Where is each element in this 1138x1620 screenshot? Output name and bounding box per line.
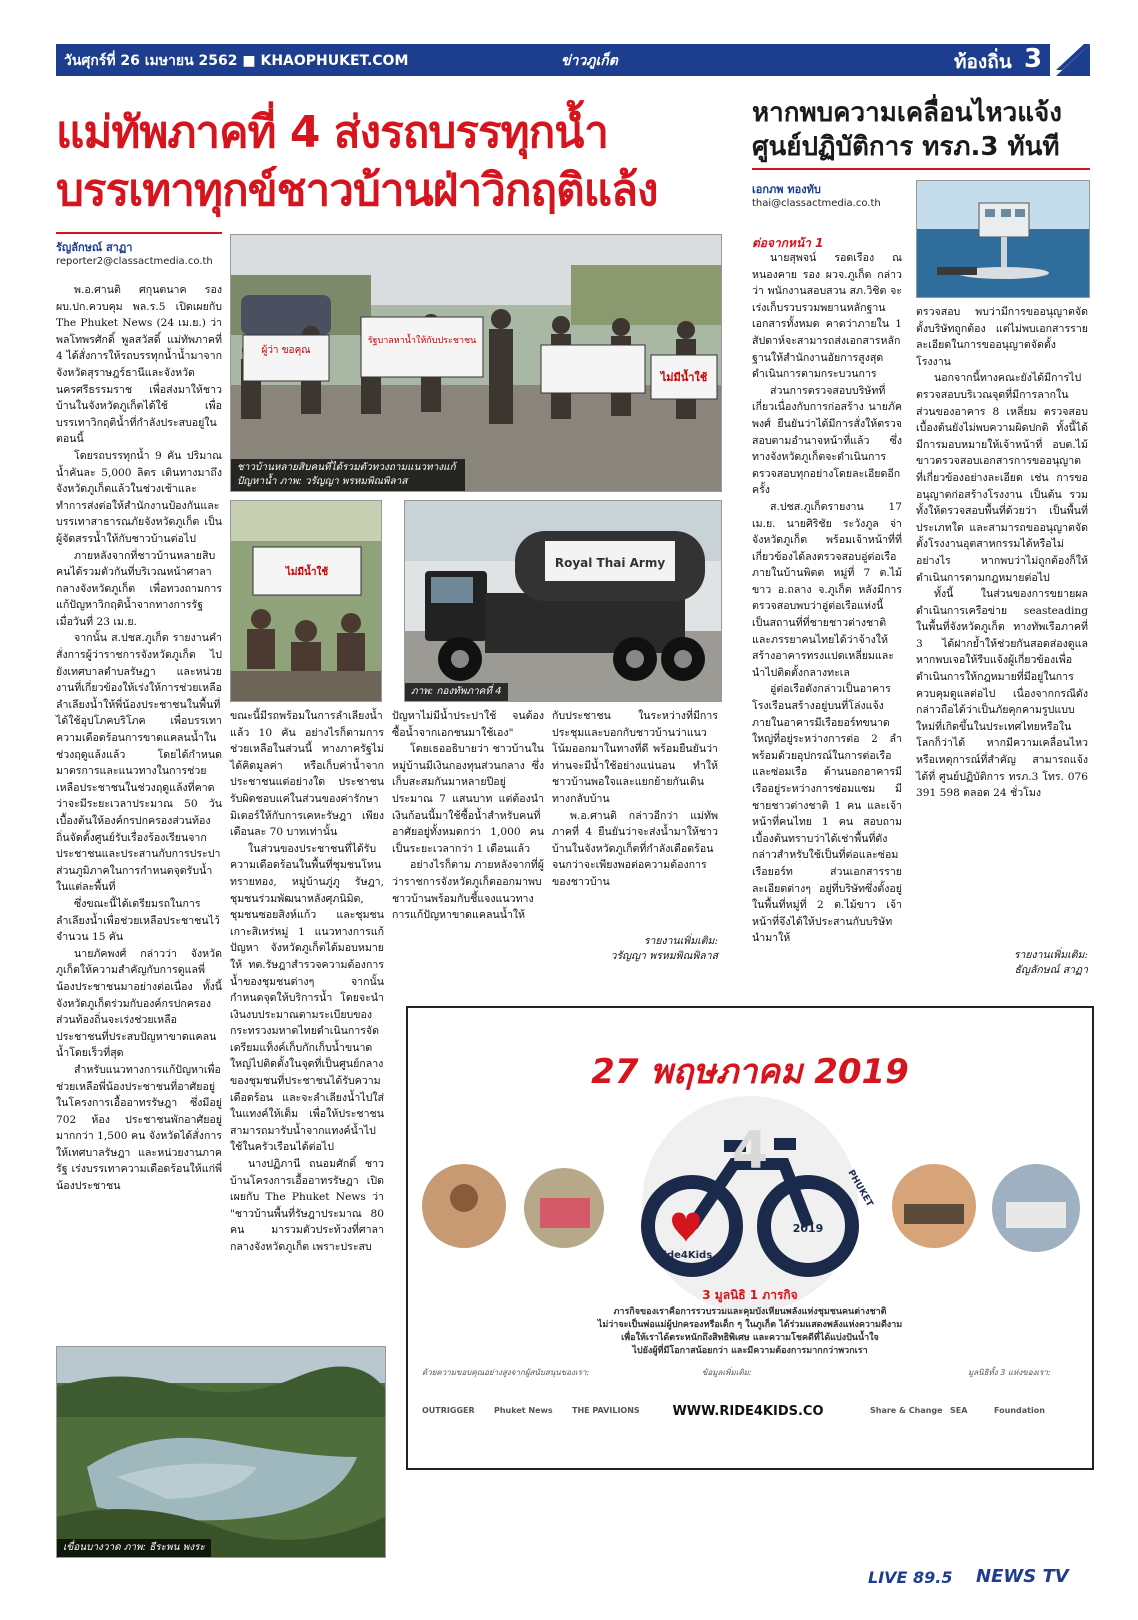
side-byline (752, 180, 912, 209)
side-continued-label: ต่อจากหน้า 1 (752, 236, 824, 250)
protest-sign-0: รัฐบาลหาน้ำให้กับประชาชน (367, 336, 477, 346)
ad-tagline: 3 มูลนิธิ 1 ภารกิจ (702, 1288, 798, 1302)
main-story-column-2: ขณะนี้มีรถพร้อมในการลำเลียงน้ำแล้ว 10 คัน อย่างไรก็ตามการช่วยเหลือในส่วนนี้ ทางภาครัฐไม่ได้คิดมูลค่า หรือเก็บค่าน้ำจากประชาชนแต่อย่างใด ประชาชนรับผิดชอบแค่ในส่วนของค่ารักษามิเตอร์ให้กับการเคหะรัษฎา เพียงเดือนละ 70 บาทเท่านั้น ในส่วนของประชาชนที่ได้รับความเดือดร้อนในพื้นที่ชุมชนโหนทรายทอง, หมู่บ้านภู่ภู รัษฎา, ชุมชนร่วมพัฒนาหลังศุภนิมิต, ชุมชนซอยสิงห์แก้ว และชุมชนเกาะสิเหร่หมู่ 1 แนวทางการแก้ปัญหา จังหวัดภูเก็ตได้มอบหมายให้ ทต.รัษฎาสำรวจความต้องการน้ำของชุมชนต่างๆ จากนั้นกำหนดจุดให้บริการน้ำ โดยจะนำเงินงบประมาณตามระเบียบของกระทรวงมหาดไทยดำเนินการจัดเตรียมแท็งค์เก็บกักเก็บน้ำขนาดใหญ่ไปติดตั้งในจุดที่เป็นศูนย์กลางของชุมชนที่ประชาชนได้รับความเดือดร้อน และจะลำเลียงน้ำไปใส่ในแทงค์ให้เต็ม เพื่อให้ประชาชนสามารถมารับน้ำจากแทงค์น้ำไปใช้ในครัวเรือนได้ต่อไป นางปฏิภานี ถนอมศักดิ์ ชาวบ้านโครงการเอื้ออาทรรัษฎา เปิดเผยกับ The Phuket News ว่า "ชาวบ้านพื้นที่รัษฎาประมาณ 80 คน มารวมตัวประท้วงที่ศาลากลางจังหวัดภูเก็ต เพราะประสบ (230, 710, 384, 1253)
protest-photo-caption: ชาวบ้านหลายสิบคนที่ได้รวมตัวทวงถามแนวทางแก้ปัญหาน้ำ ภาพ: วรัญญา พรหมพิณพิลาส (231, 459, 465, 491)
foundation-sea-logo: SEA (950, 1406, 968, 1415)
sponsor-phuketnews-logo: Phuket News (494, 1406, 553, 1415)
ad-sponsors-label: ด้วยความขอบคุณอย่างสูงจากผู้สนับสนุนของเรา: (422, 1368, 590, 1377)
header-bar (56, 44, 1090, 76)
corner-arrow-icon (1050, 44, 1090, 76)
water-truck-photo (404, 500, 722, 702)
issue-date: วันศุกร์ที่ 26 เมษายน 2562 ■ KHAOPHUKET.COM (64, 53, 409, 69)
side-story-credit: รายงานเพิ่มเติม: ธัญลักษณ์ สาฏา (1013, 949, 1088, 976)
main-story-column-3: ปัญหาไม่มีน้ำประปาใช้ จนต้องซื้อน้ำจากเอกชนมาใช้เอง" โดยเธออธิบายว่า ชาวบ้านในหมู่บ้านมีเงินกองทุนส่วนกลาง ซึ่งเก็บสะสมกันมาหลายปีอยู่ประมาณ 7 แสนบาท แต่ต้องนำเงินก้อนนี้มาใช้ซื้อน้ำสำหรับคนที่อาศัยอยู่ทั้งหมดกว่า 1,000 คน เป็นระยะเวลากว่า 1 เดือนแล้ว อย่างไรก็ตาม ภายหลังจากที่ผู้ว่าราชการจังหวัดภูเก็ตออกมาพบชาวบ้านพร้อมกับชี้แจงแนวทางการแก้ปัญหาขาดแคลนน้ำให้ (392, 710, 544, 922)
sponsor-outrigger-logo: OUTRIGGER (422, 1406, 475, 1415)
villagers-photo (230, 500, 382, 702)
main-story-column-4: กับประชาชน ในระหว่างที่มีการประชุมและบอกกับชาวบ้านว่าแนวโน้มออกมาในทางที่ดี พร้อมยืนยันว่าท่านจะมีน้ำใช้อย่างแน่นอน ทำให้ชาวบ้านพอใจและแยกย้ายกันเดินทางกลับบ้าน พ.อ.ศานติ กล่าวอีกว่า แม่ทัพภาคที่ 4 ยืนยันว่าจะส่งน้ำมาให้ชาวบ้านในจังหวัดภูเก็ตที่กำลังเดือดร้อนจนกว่าจะเพียงพอต่อความต้องการของชาวบ้าน (552, 710, 718, 888)
side-headline: หากพบความเคลื่อนไหวแจ้ง ศูนย์ปฏิบัติการ ทรภ.3 ทันที (752, 98, 1062, 162)
newspaper-logo: ข่าวภูเก็ต (561, 53, 618, 69)
dam-photo-caption: เขื่อนบางวาด ภาพ: ธีระพน พงระ (57, 1539, 211, 1557)
ad-foundations-label: มูลนิธิทั้ง 3 แห่งของเรา: (968, 1368, 1051, 1377)
foundation-third-logo: Foundation (994, 1406, 1045, 1415)
protest-sign-1: ไม่มีน้ำใช้ (660, 371, 708, 384)
ad-kids-photos (414, 1158, 1086, 1258)
dam-photo (56, 1346, 386, 1558)
section-name: ท้องถิ่น (954, 51, 1012, 73)
ad-brand: Ride4Kids (655, 1250, 713, 1261)
ride4kids-advertisement (406, 1006, 1094, 1470)
ad-website-link[interactable]: WWW.RIDE4KIDS.CO (672, 1404, 824, 1419)
truck-banner: Royal Thai Army (554, 556, 666, 570)
protest-photo (230, 234, 722, 492)
ad-mission-text: ภารกิจของเราคือการรวบรวมและคุมบังเหียนพลังแห่งชุมชนคนต่างชาติ ไม่ว่าจะเป็นพ่อแม่ผู้ปกครองหรือเด็ก ๆ ในภูเก็ต ได้ร่วมแสดงพลังแห่งความดีงาม เพื่อให้เราได้ตระหนักถึงสิทธิพิเศษ และความโชคดีที่ได้แบ่งปันน้ำใจ ไปยังผู้ที่มีโอกาสน้อยกว่า และมีความต้องการมากกว่าพวกเรา (597, 1307, 903, 1356)
main-story-column-1: พ.อ.ศานติ ศกุนตนาค รอง ผบ.ปก.ควบคุม พล.ร.5 เปิดเผยกับ The Phuket News (24 เม.ย.) ว่า พลโทพรศักดิ์ พูลสวัสดิ์ แม่ทัพภาคที่ 4 ได้สั่งการให้รถบรรทุกน้ำน้ำมาจากจังหวัดสุราษฎร์ธานีและจังหวัดนครศรีธรรมราช เพื่อส่งมาให้ชาวบ้านในจังหวัดภูเก็ตได้ใช้ เพื่อบรรเทาวิกฤติน้ำที่กำลังประสบอยู่ในตอนนี้ โดยรถบรรทุกน้ำ 9 คัน ปริมาณน้ำคันละ 5,000 ลิตร เดินทางมาถึงจังหวัดภูเก็ตแล้วในช่วงเช้าและทำการส่งต่อให้สำนักงานป้องกันและบรรเทาสาธารณภัยจังหวัดภูเก็ต เป็นผู้จัดสรรน้ำให้กับชาวบ้านต่อไป ภายหลังจากที่ชาวบ้านหลายสิบคนได้รวมตัวกันที่บริเวณหน้าศาลากลางจังหวัดภูเก็ต เพื่อทวงถามการแก้ปัญหาวิกฤติน้ำจากทางการรัฐ เมื่อวันที่ 23 เม.ย. จากนั้น ส.ปชส.ภูเก็ต รายงานคำสั่งการผู้ว่าราชการจังหวัดภูเก็ต ไปยังเทศบาลตำบลรัษฎา และหน่วยงานที่เกี่ยวข้องให้เร่งให้การช่วยเหลือ ลำเลียงน้ำให้พี่น้องประชาชนในพื้นที่ได้ใช้อุปโภคบริโภค เพื่อบรรเทาความเดือดร้อนการขาดแคลนน้ำในช่วงฤดูแล้งแล้ว โดยได้กำหนดมาตรการและแนวทางในการช่วยเหลือประชาชนในช่วงฤดูแล้งที่คาดว่าจะมีระยะเวลาประมาณ 50 วัน เบื้องต้นให้องค์กรปกครองส่วนท้องถิ่นจัดตั้งศูนย์รับเรื่องร้องเรียนจากประชาชนและประสานกับการประปาส่วนภูมิภาคในการกำหนดจุดรับน้ำในแต่ละพื้นที่ ซึ่งขณะนี้ได้เตรียมรถในการลำเลียงน้ำเพื่อช่วยเหลือประชาชนไว้จำนวน 15 คัน นายภัคพงศ์ กล่าวว่า จังหวัดภูเก็ตให้ความสำคัญกับการดูแลพี่น้องประชาชนมาอย่างต่อเนื่อง ทั้งนี้จังหวัดภูเก็ตร่วมกับองค์กรปกครองส่วนท้องถิ่นจะเร่งช่วยเหลือประชาชนที่ประสบปัญหาขาดแคลนน้ำโดยเร็วที่สุด สำหรับแนวทางการแก้ปัญหาเพื่อช่วยเหลือพี่น้องประชาชนที่อาศัยอยู่ในโครงการเอื้ออาทรรัษฎา ซึ่งมีอยู่ 702 ห้อง ประชาชนพักอาศัยอยู่มากกว่า 1,500 คน จังหวัดได้สั่งการให้เทศบาลรัษฎา และหน่วยงานภาครัฐ เร่งบรรเทาความเดือดร้อนให้แก่พี่น้องประชาชน (56, 284, 222, 1193)
side-author: เอกภพ ทองทับ (752, 183, 821, 196)
ad-event-date: 27 พฤษภาคม 2019 (591, 1052, 909, 1092)
main-headline: แม่ทัพภาคที่ 4 ส่งรถบรรทุกน้ำ บรรเทาทุกข์ชาวบ้านฝ่าวิกฤติแล้ง (56, 107, 658, 216)
villagers-sign: ไม่มีน้ำใช้ (285, 567, 329, 578)
main-author: รัญลักษณ์ สาฏา (56, 241, 133, 254)
ad-brand-city: PHUKET (845, 1168, 875, 1209)
ad-info-label: ข้อมูลเพิ่มเติม: (702, 1368, 752, 1377)
news-tv-logo: NEWS TV (976, 1566, 1069, 1587)
seastead-photo (916, 180, 1090, 298)
live-radio-logo: LIVE 89.5 (868, 1568, 953, 1587)
ad-brand-year: 2019 (792, 1222, 824, 1235)
sponsor-pavilions-logo: THE PAVILIONS (572, 1406, 640, 1415)
side-author-email: thai@classactmedia.co.th (752, 198, 881, 209)
side-story-column-2: ตรวจสอบ พบว่ามีการขออนุญาตจัดตั้งบริษัทถูกต้อง แต่ไม่พบเอกสารรายละเอียดในการขออนุญาตจัดตั้งโรงงาน นอกจากนี้ทางคณะยังได้มีการไปตรวจสอบบริเวณจุดที่มีการลากในส่วนของอาคาร 8 เหลี่ยม ตรวจสอบเบื้องต้นยังไม่พบความผิดปกติ ทั้งนี้ได้มีการมอบหมายให้เจ้าหน้าที่ อบต.ไม้ขาวตรวจสอบเอกสารการขออนุญาตที่เกี่ยวข้องอย่างละเอียด เช่น การขออนุญาตก่อสร้างโรงงาน เป็นต้น รวมทั้งให้ตรวจสอบพื้นที่ด้วยว่า เป็นพื้นที่ประเภทใด และสามารถขออนุญาตจัดตั้งโรงงานอุตสาหกรรมได้หรือไม่อย่างไร หากพบว่าไม่ถูกต้องก็ให้ดำเนินการตามกฎหมายต่อไป ทั้งนี้ ในส่วนของการขยายผลดำเนินการเครือข่าย seasteading ในพื้นที่จังหวัดภูเก็ต ทางทัพเรือภาคที่ 3 ได้ฝากย้ำให้ช่วยกันสอดส่องดูแล หากพบเจอให้รีบแจ้งผู้เกี่ยวข้องเพื่อดำเนินการให้กฎหมายที่มีอยู่ในการควบคุมดูแลต่อไป เนื่องจากกรณีดังกล่าวถือได้ว่าเป็นภัยคุกคามรูปแบบใหม่ที่เกิดขึ้นในประเทศไทยหรือในโลกก็ว่าได้ หากมีความเคลื่อนไหวหรือเหตุการณ์ที่สำคัญ สามารถแจ้งได้ที่ ศูนย์ปฏิบัติการ ทรภ.3 โทร. 076 391 598 ตลอด 24 ชั่วโมง (916, 306, 1088, 800)
foundation-share-change-logo: Share & Change (870, 1406, 943, 1415)
main-author-email: reporter2@classactmedia.co.th (56, 256, 213, 267)
side-story-column-1: นายสุพจน์ รอดเรือง ณ หนองคาย รอง ผวจ.ภูเก็ต กล่าวว่า พนักงานสอบสวน สภ.วิชิต จะเร่งเก็บรวบรวมพยานหลักฐานเอกสารทั้งหมด คาดว่าภายใน 1 สัปดาห์จะสามารถส่งเอกสารหลักฐานให้สำนักงานอัยการสูงสุดดำเนินการตามกระบวนการ ส่วนการตรวจสอบบริษัทที่เกี่ยวเนื่องกับการก่อสร้าง นายภัคพงศ์ ยืนยันว่าได้มีการสั่งให้ตรวจสอบตามอำนาจหน้าที่แล้ว ซึ่งทางจังหวัดภูเก็ตจะดำเนินการตรวจสอบทุกอย่างโดยละเอียดอีกครั้ง ส.ปชส.ภูเก็ตรายงาน 17 เม.ย. นายศิริชัย ระวังภูล จ่าจังหวัดภูเก็ต พร้อมเจ้าหน้าที่ที่เกี่ยวข้องได้ลงตรวจสอบอู่ต่อเรือภายในบ้านพิตต หมู่ที่ 7 ต.ไม้ขาว อ.ถลาง จ.ภูเก็ต หลังมีการตรวจสอบพบว่าอู่ต่อเรือแห่งนี้ เป็นสถานที่ที่ชายชาวต่างชาติและภรรยาคนไทยได้ว่าจ้างให้สร้างอาคารทรงแปดเหลี่ยมและนำไปติดตั้งกลางทะเล อู่ต่อเรือดังกล่าวเป็นอาคารโรงเรือนสร้างอยู่บนที่โล่งแจ้งภายในอาคารมีเรือยอร์ทขนาดใหญ่ที่อยู่ระหว่างการต่อ 2 ลำ พร้อมด้วยอุปกรณ์ในการต่อเรือและซ่อมเรือ ด้านนอกอาคารมีเรืออยู่ระหว่างการซ่อมแซม มีชายชาวต่างชาติ 1 คน และเจ้าหน้าที่คนไทย 1 คน สอบถามเบื้องต้นทราบว่าได้เช่าพื้นที่ดังกล่าวสำหรับใช้เป็นที่ต่อและซ่อมเรือยอร์ท ส่วนเอกสารรายละเอียดต่างๆ อยู่ที่บริษัทซึ่งตั้งอยู่ในพื้นที่หมู่ที่ 2 ต.ไม้ขาว เจ้าหน้าที่จึงได้ให้ประสานกับบริษัทนำมาให้ (752, 252, 902, 945)
page-number: 3 (1024, 44, 1043, 74)
main-byline (56, 232, 222, 267)
side-headline-rule (752, 168, 1090, 170)
protest-sign-2: ผู้ว่า ขอคุณ (261, 345, 311, 356)
truck-photo-caption: ภาพ: กองทัพภาคที่ 4 (405, 683, 508, 701)
ad-badge-number: 4 (732, 1121, 769, 1181)
main-story-credit: รายงานเพิ่มเติม: วรัญญา พรหมพิณพิลาส (610, 935, 718, 962)
